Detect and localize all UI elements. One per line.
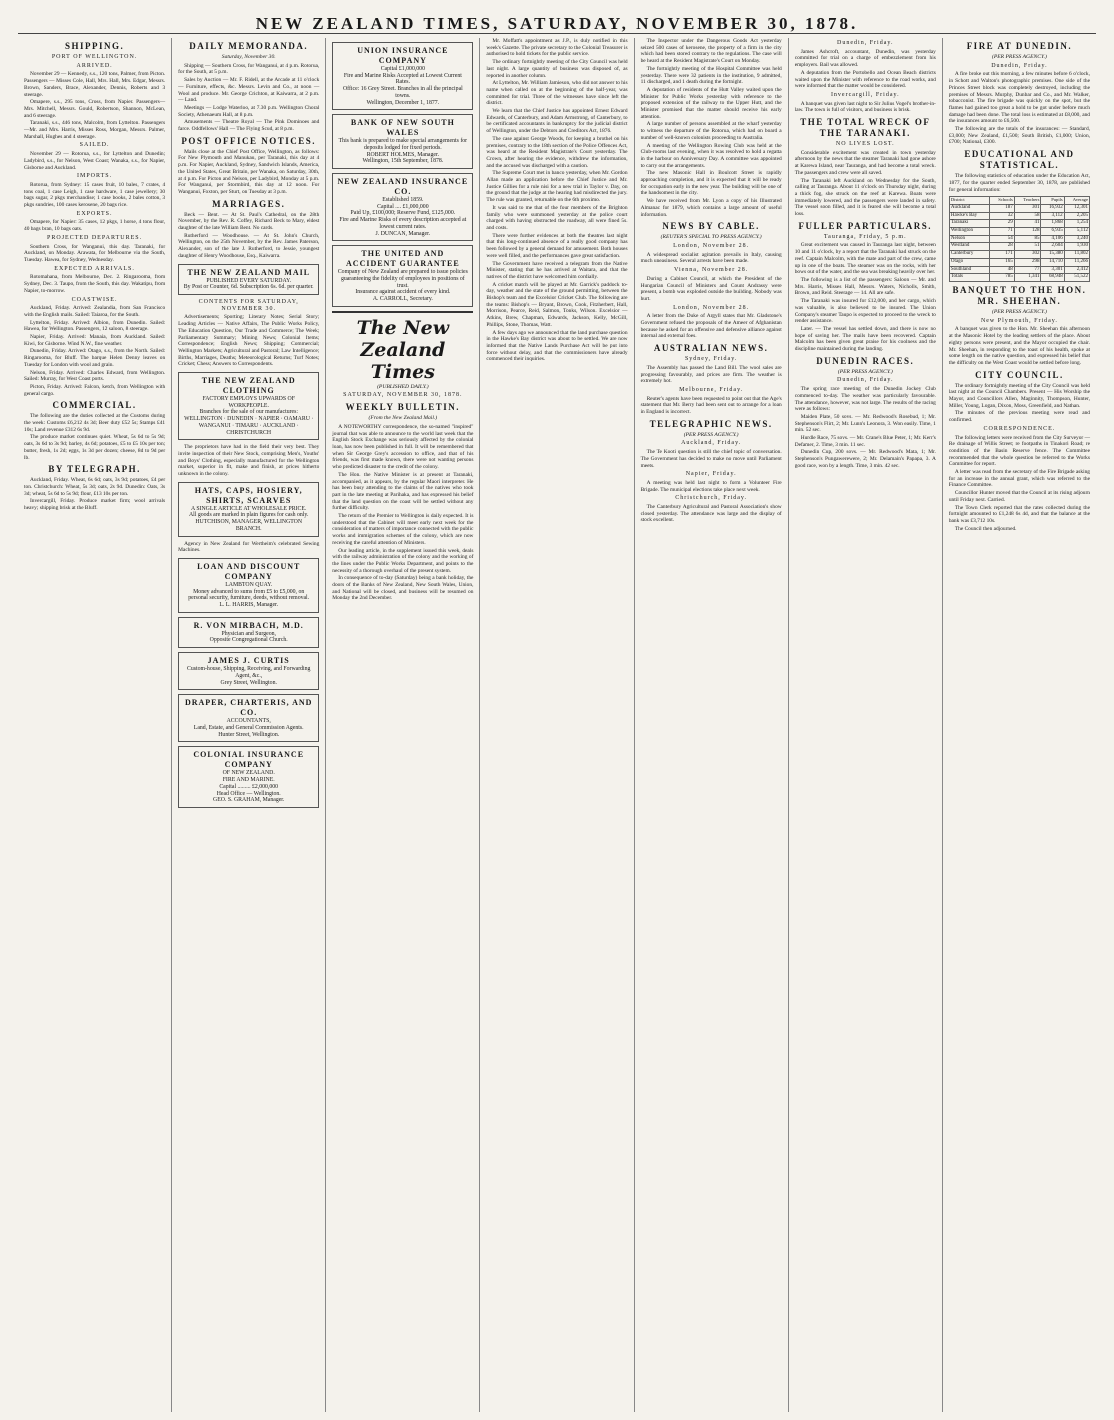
table-cell: 302 xyxy=(1014,251,1041,259)
table-cell: 2,205 xyxy=(1064,212,1089,220)
ad-line: This bank is prepared to make special arrangements for deposits lodged for fixed periods. xyxy=(338,138,468,151)
table-cell: 6,935 xyxy=(1041,228,1064,236)
columns-container xyxy=(18,38,1096,1412)
section-subheading: (PUBLISHED DAILY.) xyxy=(377,383,429,390)
article-paragraph: Mr. Moffatt's appointment as J.P., is duly notified in this week's Gazette. The private secretary to the Colonial Treasurer is authorised to hold tickets for the public service. xyxy=(486,38,628,58)
ad-line: Money advanced to sums from £5 to £5,000, on personal security, furniture, deeds, without removal. xyxy=(188,588,310,602)
article-paragraph: Auckland, Friday. Arrived: Zealandia, from San Francisco with the English mails. Sailed: Taiaroa, for the South. xyxy=(24,305,166,318)
article-paragraph: A few days ago we announced that the land purchase question in the Hawke's Bay district was about to be settled. We are now informed that the Native Lands Purchase Act will be put into force without delay, and that the commissioners have already commenced their inquiries. xyxy=(486,329,628,363)
table-cell: Hawke's Bay xyxy=(949,212,990,220)
column-7 xyxy=(943,38,1096,1412)
dateline: Dunedin, Friday. xyxy=(991,62,1048,69)
article-paragraph: Picton, Friday. Arrived: Falcon, ketch, from Wellington with general cargo. xyxy=(24,383,166,397)
section-heading: MARRIAGES. xyxy=(212,198,286,209)
dateline: London, November 28. xyxy=(673,304,750,311)
section-heading: AUSTRALIAN NEWS. xyxy=(653,343,769,354)
table-cell: 12,301 xyxy=(1064,204,1089,212)
advertisement xyxy=(178,746,319,808)
advertisement xyxy=(332,173,473,241)
article-paragraph: Our leading article, in the supplement issued this week, deals with the railway administration of the colony and the working of the lines under the Public Works Department, and points to the necessity of a thorough overhaul of the present system. xyxy=(332,547,474,574)
section-heading: CITY COUNCIL. xyxy=(975,369,1064,380)
ad-line: L. L. HARRIS, Manager. xyxy=(219,602,279,609)
section-heading: FIRE AT DUNEDIN. xyxy=(966,41,1073,51)
article-paragraph: A large number of persons assembled at the wharf yesterday to witness the departure of the Rotorua, which had on board a number of well-known colonists proceeding to Australia. xyxy=(640,121,782,141)
dateline: ARRIVED. xyxy=(76,62,113,69)
ad-line: Capital .... £1,000,000 xyxy=(377,203,429,210)
table-cell: Otago xyxy=(949,258,990,266)
dateline: Vienna, November 28. xyxy=(673,267,749,274)
article-paragraph: Shipping — Southern Cross, for Wanganui, at 4 p.m. Rotorua, for the South, at 5 p.m. xyxy=(178,62,320,76)
section-subheading: (From the New Zealand Mail.) xyxy=(368,415,438,422)
section-heading: DUNEDIN RACES. xyxy=(816,355,915,366)
table-row xyxy=(949,243,1089,251)
article-paragraph: Napier, Friday. Arrived: Manaia, from Auckland. Sailed: Kiwi, for Gisborne. Wind N.W., fine weather. xyxy=(24,334,166,347)
table-header-cell: District xyxy=(949,197,990,205)
dateline: Sydney, Friday. xyxy=(684,356,738,363)
table-cell: 128 xyxy=(1014,228,1041,236)
ad-line: A SINGLE ARTICLE AT WHOLESALE PRICE. xyxy=(191,505,307,512)
article-paragraph: Mails close at the Chief Post Office, Wellington, as follows: For New Plymouth and Manukau, per Taranaki, this day at 4 p.m. For Napier, Auckland, Sydney, Sandwich Islands, America, the United States, Great Britain, per Wanaka, on Saturday, 30th, at 4 p.m. For Picton and Nelson, per Ladybird, Monday at 5 p.m. For Wanganui, per Stormbird, this day at 12 noon. For Wanganui, Foxton, per Sturt, on Tuesday at 3 p.m. xyxy=(178,148,320,195)
table-header-cell: Pupils xyxy=(1041,197,1064,205)
article-paragraph: Lyttelton, Friday. Arrived: Albion, from Dunedin. Sailed: Hawea, for Wellington. Passengers, 12 saloon, 8 steerage. xyxy=(24,319,166,333)
table-cell: 85 xyxy=(1014,235,1041,243)
ad-line: Branches for the sale of our manufactures: xyxy=(199,409,298,416)
table-cell: 298 xyxy=(1014,258,1041,266)
advertisement xyxy=(332,114,473,169)
article-paragraph: The new Masonic Hall in Boulcott Street is rapidly approaching completion, and it is expected that it will be ready for occupation early in the new year. The building will be one of the handsomest in the city. xyxy=(640,170,782,197)
article-paragraph: A fire broke out this morning, a few minutes before 6 o'clock, in Schott and Walton's photographic premises. One side of the Princes Street block was completely destroyed, including the premises of Messrs. Murphy, Dunbar and Co., and Mr. Walker, tobacconist. The fire brigade was quickly on the spot, but the flames had gained too great a hold to be got under before much damage had been done. The total loss is estimated at £8,000, and the insurances amount to £6,500. xyxy=(948,71,1090,125)
article-paragraph: The Supreme Court met in banco yesterday, when Mr. Gordon Allan made an application before the Chief Justice and Mr. Justice Gillies for a rule nisi for a new trial in Taylor v. Day, on the ground that the judge at the hearing had misdirected the jury. The rule was granted, returnable on the 6th proximo. xyxy=(486,170,628,204)
table-cell: Nelson xyxy=(949,235,990,243)
ad-line: Fire and Marine Risks of every description accepted at lowest current rates. xyxy=(339,217,467,230)
article-paragraph: There were further evidences at both the theatres last night that this long-continued absence of a really good company has been followed by a general demand for amusement. Both houses were well filled, and the performances gave great satisfaction. xyxy=(486,232,628,259)
advertisement xyxy=(178,264,319,295)
article-paragraph: The Inspector under the Dangerous Goods Act yesterday seized 500 cases of kerosene, the property of a firm in the city which had been stored contrary to the regulations. The case will be heard at the Resident Magistrate's Court on Monday. xyxy=(640,38,782,65)
article-paragraph: We have received from Mr. Lyon a copy of his Illustrated Almanac for 1879, which contains a large amount of useful information. xyxy=(640,198,782,218)
dateline: Melbourne, Friday. xyxy=(679,386,744,393)
ad-line: Established 1859. xyxy=(382,197,424,204)
dateline: Dunedin, Friday. xyxy=(837,377,894,384)
article-paragraph: A widespread socialist agitation prevails in Italy, causing much uneasiness. Several arrests have been made. xyxy=(640,251,782,265)
article-paragraph: Nelson, Friday. Arrived: Charles Edward, from Wellington. Sailed: Murray, for West Coast ports. xyxy=(24,369,166,383)
table-row xyxy=(949,228,1089,236)
table-cell: 3,301 xyxy=(1041,266,1064,274)
table-cell: 29 xyxy=(990,220,1014,228)
section-subheading: (PER PRESS AGENCY.) xyxy=(837,368,893,375)
article-paragraph: Rotorua, from Sydney: 15 cases fruit, 10 bales, 7 crates, 4 tons coal, 1 case Leigh, 1 case hardware, 1 case jewellery; 30 bags sugar, 2 pkgs merchandise; 1 case books, 2 bales cotton, 3 pkgs sundries, 100 cases kerosene, 20 bags rice. xyxy=(24,181,166,209)
dateline: Napier, Friday. xyxy=(685,471,737,478)
section-subheading: (PER PRESS AGENCY.) xyxy=(991,54,1047,60)
dateline: Invercargill, Friday. xyxy=(830,91,900,98)
dateline: CORRESPONDENCE. xyxy=(983,425,1056,432)
article-paragraph: Omapere, for Napier: 35 cases, 12 pkgs, 1 horse, 4 tons flour, 40 bags bran, 10 bags oats. xyxy=(24,219,166,233)
dateline: EXPORTS. xyxy=(76,210,113,217)
dateline: PORT OF WELLINGTON. xyxy=(51,54,138,60)
ad-line: Grey Street, Wellington. xyxy=(220,679,277,686)
column-1 xyxy=(18,38,172,1412)
table-cell: 301 xyxy=(1014,204,1041,212)
article-paragraph: A banquet was given last night to Sir Julius Vogel's brother-in-law. The town is full of visitors, and business is brisk. xyxy=(794,100,936,114)
ad-line: OF NEW ZEALAND. xyxy=(222,770,275,777)
article-paragraph: Hurdle Race, 75 sovs. — Mr. Crane's Blue Peter, 1; Mr. Kerr's Defamer, 2. Time, 3 min. 11 sec. xyxy=(794,435,936,448)
table-cell: 785 xyxy=(990,274,1014,282)
table-cell: 54 xyxy=(990,235,1014,243)
advertisement xyxy=(178,558,319,613)
table-cell: 11,266 xyxy=(1064,258,1089,266)
table-cell: 2,604 xyxy=(1041,243,1064,251)
article-paragraph: Meetings — Lodge Waterloo, at 7.30 p.m. Wellington Choral Society, Athenaeum Hall, at 8 p.m. xyxy=(178,104,320,118)
article-paragraph: The produce market continues quiet. Wheat, 5s 6d to 5s 9d; oats, 3s 6d to 3s 9d; barley, 4s 6d; potatoes, £5 to £5 10s per ton; butter, fresh, 1s 2d; eggs, 1s 3d per dozen; cheese, 8d to 9d per lb. xyxy=(24,434,166,461)
article-paragraph: Southern Cross, for Wanganui, this day. Taranaki, for Auckland, on Monday. Arawata, for Melbourne via the South, Tuesday. Hawea, for Sydney, Wednesday. xyxy=(24,243,166,263)
article-paragraph: Taranaki, s.s., 446 tons, Malcolm, from Lyttelton. Passengers—Mr. and Mrs. Harris, Misses Ross, Morgan, Messrs. Palmer, Marshall, Hughes and 4 steerage. xyxy=(24,120,166,140)
table-cell: Canterbury xyxy=(949,251,990,259)
table-cell: 187 xyxy=(990,204,1014,212)
ad-line: FACTORY EMPLOYS UPWARDS OF xyxy=(202,396,295,403)
article-paragraph: November 29 — Rotorua, s.s., for Lyttelton and Dunedin; Ladybird, s.s., for Nelson, West Coast; Wanaka, s.s., for Napier, Gisborne and Auckland. xyxy=(24,151,166,171)
column-5 xyxy=(635,38,789,1412)
section-heading: POST OFFICE NOTICES. xyxy=(181,135,317,146)
article-paragraph: James Ashcroft, accountant, Dunedin, was yesterday committed for trial on a charge of embezzlement from his employers. Bail was allowed. xyxy=(794,48,936,69)
column-3 xyxy=(326,38,480,1412)
article-paragraph: A deputation of residents of the Hutt Valley waited upon the Minister for Public Works yesterday with reference to the proposed extension of the railway to the Upper Hutt, and the Minister promised that the matter should receive his early attention. xyxy=(640,86,782,120)
table-cell: Auckland xyxy=(949,204,990,212)
section-heading: FULLER PARTICULARS. xyxy=(798,220,933,231)
article-paragraph: Auckland, Friday. Wheat, 6s 6d; oats, 3s 9d; potatoes, £4 per ton. Christchurch: Wheat, 5s 3d; oats, 2s 9d. Dunedin: Oats, 3s 3d; wheat, 5s 6d to 5s 9d; flour, £13 10s per ton. xyxy=(24,477,166,497)
table-row xyxy=(949,220,1089,228)
ad-title: HATS, CAPS, HOSIERY, SHIRTS, SCARVES xyxy=(194,485,303,505)
ad-line: Head Office — Wellington. xyxy=(216,790,281,797)
article-paragraph: The return of the Premier to Wellington is daily expected. It is understood that the Cabinet will meet early next week for the consideration of matters of importance connected with the public works and immigration schemes of the colony, which are now receiving the careful attention of Ministers. xyxy=(332,513,474,546)
advertisement xyxy=(178,617,319,648)
ad-line: All goods are marked in plain figures for cash only. xyxy=(189,512,309,519)
article-paragraph: Councillor Hunter moved that the Council at its rising adjourn until Friday next. Carried. xyxy=(948,490,1090,503)
article-paragraph: Great excitement was caused in Tauranga last night, between 10 and 11 o'clock, by a report that the Taranaki had struck on the reef. Captain Malcolm, with the mate and part of the crew, came up in one of the boats. The steamer was on the rocks, with her bows out of the water, and the sea was breaking heavily over her. xyxy=(794,242,936,276)
article-paragraph: Maiden Plate, 50 sovs. — Mr. Redwood's Rosebud, 1; Mr. Stephenson's Flirt, 2; Mr. Lunn's Leonora, 3. Won easily. Time, 1 min. 52 sec. xyxy=(794,413,936,434)
section-heading: BANQUET TO THE HON. MR. SHEEHAN. xyxy=(952,284,1087,306)
article-paragraph: Later. — The vessel has settled down, and there is now no hope of saving her. The mails have been recovered. Captain Malcolm has been given great praise for his coolness and the discipline maintained during the landing. xyxy=(794,325,936,353)
article-paragraph: The minutes of the previous meeting were read and confirmed. xyxy=(948,410,1090,424)
table-cell: 171 xyxy=(990,251,1014,259)
section-heading: COMMERCIAL. xyxy=(52,400,137,411)
ad-line: HUTCHISON, MANAGER, WELLINGTON BRANCH. xyxy=(195,519,303,532)
table-row xyxy=(949,235,1089,243)
statistics-table xyxy=(949,196,1090,282)
dateline: Christchurch, Friday. xyxy=(675,495,748,502)
newspaper-nameplate: The New Zealand Times xyxy=(356,316,450,383)
article-paragraph: Rotomahana, from Melbourne, Dec. 2. Ringarooma, from Sydney, Dec. 3. Taupo, from the South, this day. Wakatipu, from Napier, to-morrow. xyxy=(24,274,166,294)
column-4 xyxy=(480,38,634,1412)
article-paragraph: Considerable excitement was created in town yesterday afternoon by the news that the steamer Taranaki had gone ashore at Karewa Island, near Tauranga, and had become a total wreck. The passengers and crew were all saved. xyxy=(794,149,936,176)
table-row xyxy=(949,212,1089,220)
table-header-cell: Teachers xyxy=(1014,197,1041,205)
table-cell: 15,380 xyxy=(1041,251,1064,259)
article-paragraph: A meeting was held last night to form a Volunteer Fire Brigade. The municipal elections take place next week. xyxy=(640,479,782,493)
article-paragraph: A cricket match will be played at Mr. Garrick's paddock to-day, weather and the state of the ground permitting, between the Bishop's team and the Excelsior Cricket Club. The following are the teams: Bishop's — Bryant, Brown, Cook, Fitzherbert, Hall, Morrison, Pearce, Reid, Salmon, Tonks, Wilson. Excelsior — Atkins, Brew, Chapman, Edwards, Jackson, Kelly, McGill, Phillips, Stone, Thomas, Watt. xyxy=(486,281,628,328)
article-paragraph: The Taranaki left Auckland on Wednesday for the South, calling at Tauranga. About 11 o'clock on Thursday night, during a thick fog, she struck on the reef at Karewa. Boats were immediately lowered, and the passengers were landed in safety. The vessel soon filled, and it is feared she will become a total loss. xyxy=(794,177,936,218)
ad-title: COLONIAL INSURANCE COMPANY xyxy=(193,750,305,770)
section-heading: TELEGRAPHIC NEWS. xyxy=(649,418,773,429)
ad-line: Wellington, 15th September, 1878. xyxy=(362,158,444,165)
table-cell: 3,240 xyxy=(1064,235,1089,243)
ad-line: Opposite Congregational Church. xyxy=(209,637,288,644)
section-subheading: (REUTER'S SPECIAL TO PRESS AGENCY.) xyxy=(660,234,762,241)
section-subheading: Saturday, November 30. xyxy=(221,54,276,60)
ad-line: WELLINGTON · DUNEDIN · NAPIER · OAMARU · WANGANUI · TIMARU · AUCKLAND · CHRISTCHURCH xyxy=(184,416,314,436)
article-paragraph: It was said to me that of the four members of the Brighton family who were summoned yesterday at the police court charged with having obstructed the roadway, all were fined 5s. and costs. xyxy=(486,204,628,231)
ad-line: A. CARROLL, Secretary. xyxy=(372,296,433,303)
table-row xyxy=(949,204,1089,212)
article-paragraph: The fortnightly meeting of the Hospital Committee was held yesterday. There were 32 patients in the institution, 9 admitted, 11 discharged, and 1 death during the fortnight. xyxy=(640,65,782,86)
article-paragraph: The Te Kooti question is still the chief topic of conversation. The Government has decided to make no move until Parliament meets. xyxy=(640,449,782,469)
dateline: SATURDAY, NOVEMBER 30, 1878. xyxy=(343,392,463,399)
dateline: Dunedin, Friday. xyxy=(837,40,894,46)
section-heading: DAILY MEMORANDA. xyxy=(189,41,309,51)
masthead: NEW ZEALAND TIMES, SATURDAY, NOVEMBER 30, 1878. xyxy=(255,14,859,33)
ad-line: Land, Estate, and General Commission Agents. xyxy=(193,725,304,731)
ad-line: PUBLISHED EVERY SATURDAY. xyxy=(206,277,292,284)
table-cell: 11,802 xyxy=(1064,251,1089,259)
article-paragraph: A letter from the Duke of Argyll states that Mr. Gladstone's Government refused the proposals of the Ameer of Afghanistan because he asked for an offensive and defensive alliance against internal and external foes. xyxy=(640,313,782,340)
table-cell: 4,106 xyxy=(1041,235,1064,243)
ad-line: Custom-house, Shipping, Receiving, and Forwarding Agent, &c., xyxy=(186,666,311,679)
table-cell: 3,112 xyxy=(1041,212,1064,220)
article-paragraph: The Town Clerk reported that the rates collected during the fortnight amounted to £1,248 6s 4d, and that the balance at the bank was £3,712 10s. xyxy=(948,504,1090,524)
section-subheading: (PER PRESS AGENCY.) xyxy=(683,431,739,438)
article-paragraph: The proprietors have had in the field their very best. They invite inspection of their New Stock, comprising Men's, Youths' and Boys' Clothing, especially manufactured for the Wellington market, superior in fit, make and finish, at prices hitherto unknown in the colony. xyxy=(178,444,320,478)
ad-line: Fire and Marine Risks Accepted at Lowest Current Rates. xyxy=(343,72,462,86)
article-paragraph: Amusements — Theatre Royal — The Pink Dominoes and farce. Oddfellows' Hall — The Flying Scud, at 8 p.m. xyxy=(178,119,320,133)
dateline: New Plymouth, Friday. xyxy=(980,317,1058,324)
table-cell: 32 xyxy=(990,212,1014,220)
ad-line: ACCOUNTANTS, xyxy=(226,718,271,725)
ad-line: Office: 16 Grey Street. Branches in all the principal towns. xyxy=(342,86,463,99)
masthead-rule xyxy=(18,33,1096,34)
article-paragraph: The following statistics of education under the Education Act, 1877, for the quarter ended September 30, 1878, are published for general information: xyxy=(948,173,1090,193)
rule xyxy=(332,311,473,313)
article-paragraph: At Lyttelton, Mr. William Jamieson, who did not answer to his name when called on at the beginning of the half-year, was committed for trial. Three of the witnesses have since left the district. xyxy=(486,80,628,107)
article-paragraph: The following letters were received from the City Surveyor — Re drainage of Willis Street; re footpaths in Tinakori Road; re condition of the Basin Reserve fence. The Committee recommended that the whole question be referred to the Works Committee for report. xyxy=(948,434,1090,468)
article-paragraph: Omapere, s.s., 295 tons, Cross, from Napier. Passengers—Mrs. Mitchell, Messrs. Gould, Robertson, Shannon, McLean, and 6 steerage. xyxy=(24,99,166,119)
article-paragraph: The case against George Woods, for keeping a brothel on his premises, contrary to the 18th section of the Police Offences Act, was heard at the Resident Magistrate's Court yesterday. The Crown, after hearing the evidence, withdrew the information, and the accused was discharged with a caution. xyxy=(486,135,628,169)
table-cell: 1,254 xyxy=(1064,220,1089,228)
article-paragraph: The spring race meeting of the Dunedin Jockey Club commenced to-day. The weather was particularly favourable. The attendance, however, was not large. The results of the racing were as follows: xyxy=(794,386,936,413)
dateline: London, November 28. xyxy=(673,242,750,249)
table-row xyxy=(949,266,1089,274)
ad-title: THE NEW ZEALAND MAIL xyxy=(187,267,311,277)
section-heading: BY TELEGRAPH. xyxy=(48,464,141,475)
table-cell: Westland xyxy=(949,243,990,251)
dateline: COASTWISE. xyxy=(71,296,118,303)
article-paragraph: The ordinary fortnightly meeting of the City Council was held last night. A large quantity of business was disposed of, as reported in another column. xyxy=(486,59,628,79)
table-cell: Taranaki xyxy=(949,220,990,228)
ad-line: Insurance against accident of every kind. xyxy=(355,289,451,296)
article-paragraph: The Council then adjourned. xyxy=(954,525,1017,532)
dateline: SAILED. xyxy=(79,142,110,149)
ad-line: GEO. S. GRAHAM, Manager. xyxy=(213,797,285,804)
ad-line: Capital £1,000,000 xyxy=(380,66,425,72)
table-cell: Wellington xyxy=(949,228,990,236)
ad-line: Physician and Surgeon, xyxy=(221,630,276,637)
column-2 xyxy=(172,38,326,1412)
section-heading: EDUCATIONAL AND STATISTICAL. xyxy=(964,149,1075,171)
article-paragraph: Agency in New Zealand for Wertheim's celebrated Sewing Machines. xyxy=(178,540,320,554)
table-cell: 5,112 xyxy=(1064,228,1089,236)
table-cell: 41 xyxy=(1014,220,1041,228)
dateline: Tauranga, Friday, 5 p.m. xyxy=(823,233,907,240)
article-paragraph: The Canterbury Agricultural and Pastoral Association's show closed yesterday. The attendance was large and the display of stock excellent. xyxy=(640,504,782,524)
section-heading: SHIPPING. xyxy=(64,41,125,51)
column-6 xyxy=(789,38,943,1412)
table-cell: 1,930 xyxy=(1064,243,1089,251)
article-paragraph: In consequence of to-day (Saturday) being a bank holiday, the doors of the Banks of New Zealand, New South Wales, Union, and National will be closed, and business will be resumed on Monday the 2nd December. xyxy=(332,575,474,602)
article-paragraph: The Government have received a telegram from the Native Minister, stating that he has arrived at Waitara, and that the natives of the district have welcomed him cordially. xyxy=(486,260,628,280)
section-heading: WEEKLY BULLETIN. xyxy=(345,402,461,413)
table-cell: Southland xyxy=(949,266,990,274)
article-paragraph: A meeting of the Wellington Rowing Club was held at the Club-rooms last evening, when it was resolved to hold a regatta in the harbour on Anniversary Day. A committee was appointed to carry out the arrangements. xyxy=(640,142,782,169)
article-paragraph: During a Cabinet Council, at which the President of the Hungarian Council of Ministers and Count Andrassy were present, a bomb was exploded outside the building. Nobody was hurt. xyxy=(640,275,782,302)
article-paragraph: Dunedin Cup, 200 sovs. — Mr. Redwood's Mata, 1; Mr. Stephenson's Pungawerewere, 2; Mr. Delamain's Papapa, 3. A good race, won by a length. Time, 3 min. 42 sec. xyxy=(794,449,936,469)
advertisement xyxy=(178,694,319,742)
table-cell: 77 xyxy=(1014,266,1041,274)
ad-title: LOAN AND DISCOUNT COMPANY xyxy=(197,561,301,581)
article-paragraph: The following are the totals of the insurances: — Standard, £3,000; New Zealand, £1,500; South British, £1,000; Union, £700; National, £300. xyxy=(948,126,1090,146)
table-cell: 165 xyxy=(990,258,1014,266)
article-paragraph: The Hon. the Native Minister is at present at Taranaki, accompanied, as it appears, by the regular Maori interpreter. He has been busy attending to the claims of the natives who took part in the late meeting at Parihaka, and has expressed his belief that the land question on the coast will be settled without any further difficulty. xyxy=(332,471,474,512)
ad-title: DRAPER, CHARTERIS, AND CO. xyxy=(184,698,313,718)
table-cell: 48 xyxy=(990,266,1014,274)
table-cell: 71 xyxy=(990,228,1014,236)
dateline: IMPORTS. xyxy=(76,173,113,180)
article-paragraph: November 29 — Kennedy, s.s., 120 tons, Palmer, from Picton. Passengers — Misses Cole, Hall, Mrs. Hall, Mrs. Edgar, Messrs. Brown, Sanders, Brace, Alexander, Dennis, Roberts and 3 steerage. xyxy=(24,71,166,98)
ad-title: THE NEW ZEALAND CLOTHING xyxy=(201,376,296,396)
article-paragraph: Invercargill, Friday. Produce market firm; wool arrivals heavy; shipping brisk at the Bluff. xyxy=(24,498,166,512)
article-paragraph: We learn that the Chief Justice has appointed Ernest Edward Edwards, of Canterbury, and Adam Armstrong, of Canterbury, to be certificated accountants in bankruptcy for the judicial district of Wellington, under the Debtors and Creditors Act, 1876. xyxy=(486,108,628,135)
ad-line: LAMBTON QUAY. xyxy=(225,581,273,588)
ad-title: R. VON MIRBACH, M.D. xyxy=(193,620,304,630)
table-row xyxy=(949,274,1089,282)
article-paragraph: A letter was read from the secretary of the Fire Brigade asking for an increase in the annual grant, which was referred to the Finance Committee. xyxy=(948,469,1090,489)
ad-line: ROBERT HOLMES, Manager. xyxy=(366,151,440,158)
table-cell: 28 xyxy=(990,243,1014,251)
ad-line: J. DUNCAN, Manager. xyxy=(375,230,431,237)
ad-line: Capital ......... £2,000,000 xyxy=(219,783,279,790)
section-subheading: (PER PRESS AGENCY.) xyxy=(991,308,1047,315)
article-paragraph: A NOTEWORTHY correspondence, the so-named "inspired" journal that was able to announce to the world last week that the English Stock Exchange was seriously affected by the colonial loan, has now been published in full. It will be remembered that when Sir George Grey's accession to office, and that of his friends, was first made known, there were not wanting persons who predicted disaster to the credit of the colony. xyxy=(332,423,474,471)
table-cell: 2,412 xyxy=(1064,266,1089,274)
advertisement xyxy=(332,42,473,110)
table-cell: 51,522 xyxy=(1064,274,1089,282)
ad-title: THE UNITED AND ACCIDENT GUARANTEE xyxy=(346,249,460,269)
article-paragraph: A banquet was given to the Hon. Mr. Sheehan this afternoon at the Masonic Hotel by the leading settlers of the place. About eighty persons were present, and the Mayor occupied the chair. Mr. Sheehan, in responding to the toast of his health, spoke at some length on the native question, and expressed his belief that the difficulty on the West Coast would be settled before long. xyxy=(948,326,1090,366)
dateline: Auckland, Friday. xyxy=(681,440,742,447)
advertisement xyxy=(332,245,473,307)
article-paragraph: A deputation from the Portobello and Ocean Beach districts waited upon the Minister with reference to the road works, and were informed that the matter would be considered. xyxy=(794,69,936,90)
table-cell: 58 xyxy=(1014,212,1041,220)
advertisement xyxy=(178,482,319,537)
ad-line: WORKPEOPLE. xyxy=(228,402,269,409)
section-heading: THE TOTAL WRECK OF THE TARANAKI. xyxy=(800,117,931,139)
dateline: PROJECTED DEPARTURES. xyxy=(47,234,143,241)
table-cell: 1,341 xyxy=(1014,274,1041,282)
ad-title: BANK OF NEW SOUTH WALES xyxy=(350,118,455,138)
ad-line: Hunter Street, Wellington. xyxy=(218,731,280,738)
table-cell: 14,710 xyxy=(1041,258,1064,266)
table-row xyxy=(949,251,1089,259)
article-paragraph: The ordinary fortnightly meeting of the City Council was held last night at the Council Chambers. Present — His Worship the Mayor, and Councillors Allen, Maginnity, Thompson, Hunter, Miller, Young, Logan, Dixon, Moss, Greenfield, and Nathan. xyxy=(948,382,1090,409)
section-heading: NEWS BY CABLE. xyxy=(662,221,760,232)
advertisement xyxy=(178,372,319,440)
article-paragraph: Sales by Auction — Mr. F. Ridell, at the Arcade at 11 o'clock — Furniture, effects, &c. Messrs. Levin and Co., at noon — Wool and produce. Mr. George Crichton, at Kaiwarra, at 2 p.m. — Land. xyxy=(178,77,320,104)
ad-line: Wellington, December 1, 1877. xyxy=(366,99,440,106)
article-paragraph: The Taranaki was insured for £12,000, and her cargo, which was valuable, is also believed to be insured. The Union Company's steamer Taupo is expected to proceed to the wreck to render assistance. xyxy=(794,298,936,325)
table-header-cell: Average xyxy=(1064,197,1089,205)
article-paragraph: Dunedin, Friday. Arrived: Otago, s.s., from the North. Sailed: Ringarooma, for Bluff. The barque Helen Denny leaves on Tuesday for London with wool and grain. xyxy=(24,348,166,368)
article-paragraph: Rutherford — Woodhouse. — At St. John's Church, Wellington, on the 25th November, by the Rev. James Paterson, Alexander, son of the late J. Rutherford, to Jessie, youngest daughter of Henry Woodhouse, Esq., Kaiwarra. xyxy=(178,232,320,259)
table-cell: 68,948 xyxy=(1041,274,1064,282)
article-paragraph: Advertisements; Sporting; Literary Notes; Serial Story; Leading Articles — Native Affairs, The Public Works Policy, The Education Question, Our Trade and Commerce; The Week; Parliamentary Summary; Mining News; Colonial Items; Correspondence; English News; Shipping; Commercial; Wellington Markets; Agricultural and Pastoral; Law Intelligence; Births, Marriages, Deaths; Meteorological Returns; Turf Notes; Cricket; Chess; Answers to Correspondents. xyxy=(178,314,320,368)
ad-line: Company of New Zealand are prepared to issue policies guaranteeing the fidelity of employees in positions of trust. xyxy=(337,269,468,289)
dateline: CONTENTS FOR SATURDAY, NOVEMBER 30. xyxy=(198,298,299,312)
ad-line: FIRE AND MARINE. xyxy=(222,777,275,784)
article-paragraph: The following is a list of the passengers: Saloon — Mr. and Mrs. Harris, Misses Hall, Messrs. Waters, Nicholls, Smith, Brown, and Reid. Steerage — 14. All are safe. xyxy=(794,276,936,297)
advertisement xyxy=(178,652,319,690)
table-cell: 1,868 xyxy=(1041,220,1064,228)
ad-title: UNION INSURANCE COMPANY xyxy=(357,46,449,65)
dateline: EXPECTED ARRIVALS. xyxy=(54,265,135,272)
article-paragraph: Reuter's agents have been requested to point out that the Age's statement that Mr. Berry had been sent out to arrange for a loan in England is incorrect. xyxy=(640,395,782,416)
dateline: NO LIVES LOST. xyxy=(835,141,895,148)
ad-title: NEW ZEALAND INSURANCE CO. xyxy=(337,177,469,197)
ad-line: By Post or Counter, 6d. Subscription 6s. 6d. per quarter. xyxy=(183,284,314,291)
ad-line: Paid Up, £100,000; Reserve Fund, £125,000. xyxy=(350,210,456,217)
article-paragraph: The Assembly has passed the Land Bill. The wool sales are progressing favourably, and prices are firm. The weather is extremely hot. xyxy=(640,364,782,385)
table-cell: 16,932 xyxy=(1041,204,1064,212)
table-cell: 51 xyxy=(1014,243,1041,251)
table-cell: Totals xyxy=(949,274,990,282)
table-header-row xyxy=(949,197,1089,205)
table-row xyxy=(949,258,1089,266)
article-paragraph: The following are the duties collected at the Customs during the week: Customs £6,212 4s 3d; Beer duty £52 5s; Stamps £41 10s; Land revenue £312 6s 9d. xyxy=(24,413,166,433)
article-paragraph: Beck — Bent. — At St. Paul's Cathedral, on the 28th November, by the Rev. R. Coffey, Richard Beck to Mary, eldest daughter of the late William Bent. No cards. xyxy=(178,211,320,232)
table-header-cell: Schools xyxy=(990,197,1014,205)
ad-title: JAMES J. CURTIS xyxy=(207,656,290,666)
